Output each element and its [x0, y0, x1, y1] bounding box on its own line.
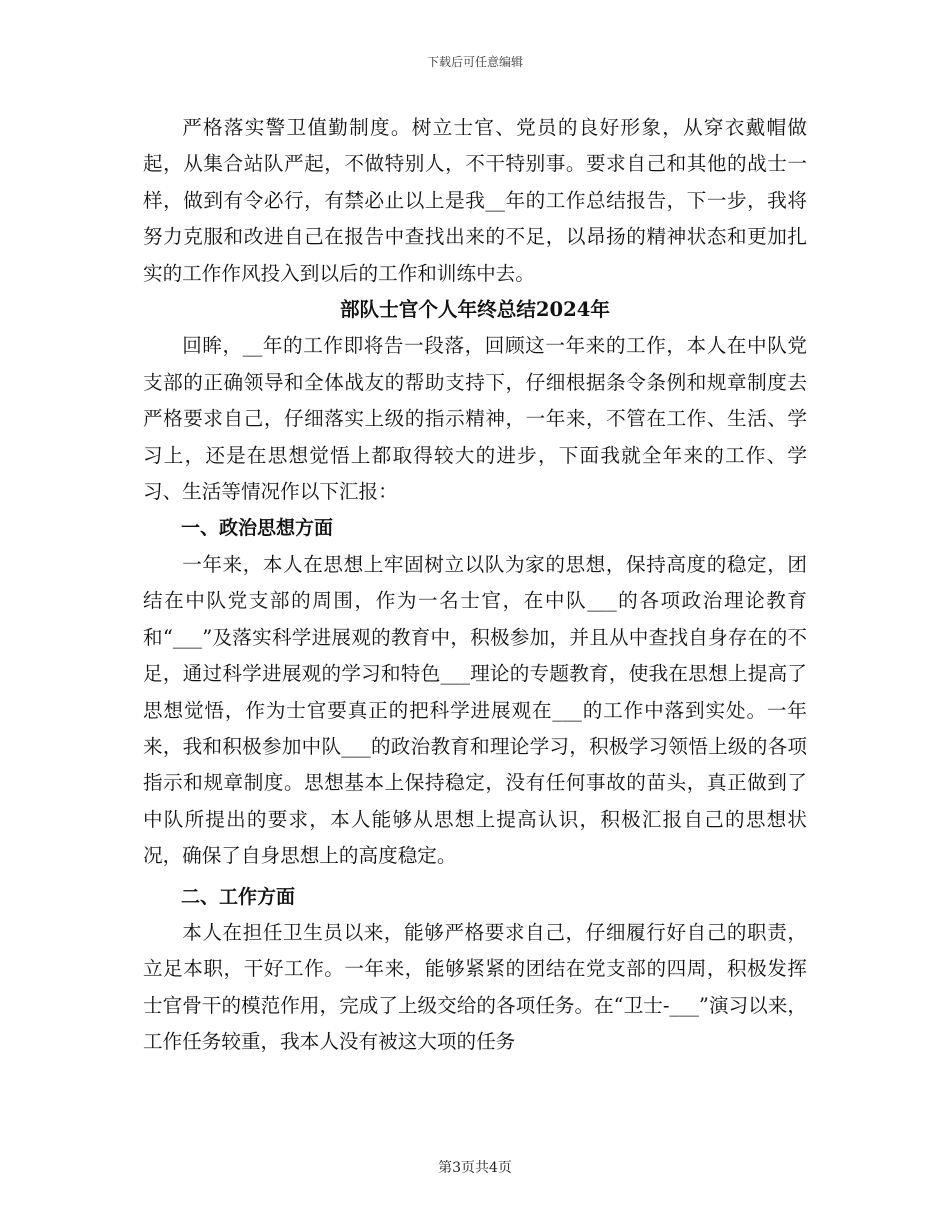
heading-work: 二、工作方面 — [181, 885, 296, 908]
page-header-note: 下载后可任意编辑 — [426, 55, 523, 69]
page-footer-number: 第3页共4页 — [438, 1160, 512, 1176]
document-body — [143, 110, 807, 1061]
paragraph-4: 本人在担任卫生员以来，能够严格要求自己，仔细履行好自己的职责，立足本职，干好工作。一年来，能够紧紧的团结在党支部的四周，积极发挥士官骨干的模范作用，完成了上级交给的各项任务。在“卫士-___”演习以来，工作任务较重，我本人没有被这大项的任务 — [143, 920, 807, 1054]
section-title: 部队士官个人年终总结2024年 — [339, 298, 611, 322]
paragraph-2: 回眸，__年的工作即将告一段落，回顾这一年来的工作，本人在中队党支部的正确领导和全体战友的帮助支持下，仔细根据条令条例和规章制度去严格要求自己，仔细落实上级的指示精神，一年来，不管在工作、生活、学习上，还是在思想觉悟上都取得较大的进步，下面我就全年来的工作、学习、生活等情况作以下汇报： — [143, 334, 807, 504]
paragraph-1: 严格落实警卫值勤制度。树立士官、党员的良好形象，从穿衣戴帽做起，从集合站队严起，不做特别人，不干特别事。要求自己和其他的战士一样，做到有令必行，有禁必止以上是我__年的工作总结报告，下一步，我将努力克服和改进自己在报告中查找出来的不足，以昂扬的精神状态和更加扎实的工作作风投入到以后的工作和训练中去。 — [143, 116, 807, 285]
paragraph-3: 一年来，本人在思想上牢固树立以队为家的思想，保持高度的稳定，团结在中队党支部的周围，作为一名士官，在中队___的各项政治理论教育和“___”及落实科学进展观的教育中，积极参加，并且从中查找自身存在的不足，通过科学进展观的学习和特色___理论的专题教育，使我在思想上提高了思想觉悟，作为士官要真正的把科学进展观在___的工作中落到实处。一年来，我和积极参加中队___的政治教育和理论学习，积极学习领悟上级的各项指示和规章制度。思想基本上保持稳定，没有任何事故的苗头，真正做到了中队所提出的要求，本人能够从思想上提高认识，积极汇报自己的思想状况，确保了自身思想上的高度稳定。 — [143, 552, 807, 868]
heading-political: 一、政治思想方面 — [181, 517, 334, 540]
